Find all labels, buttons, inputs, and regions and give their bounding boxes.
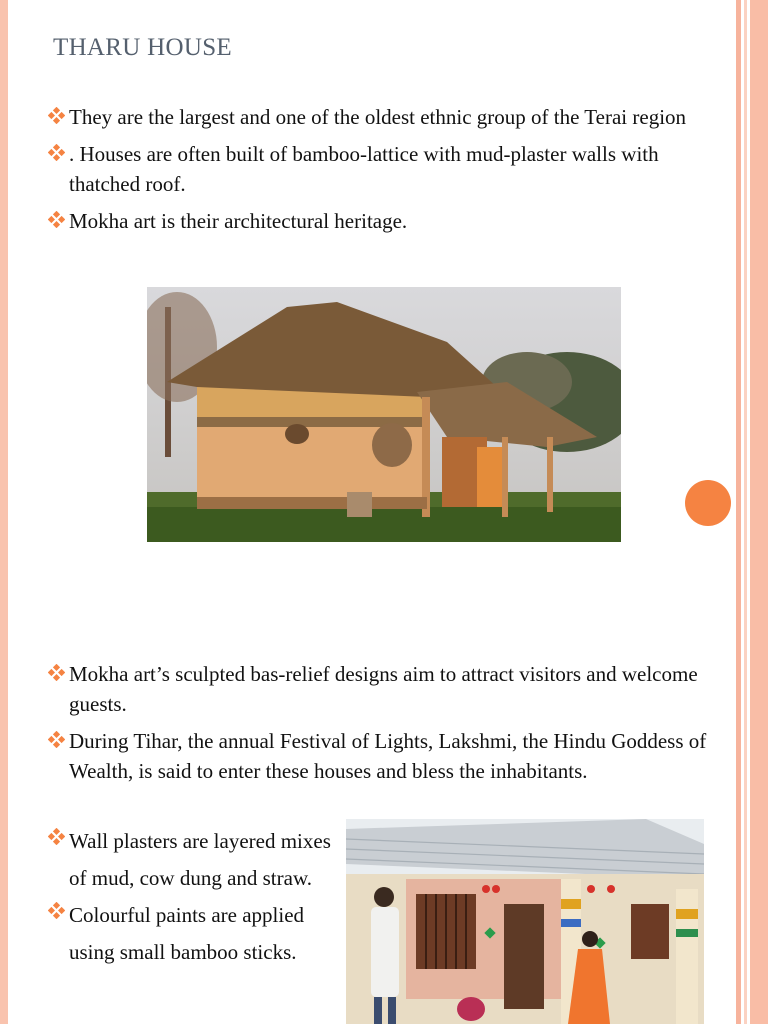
- bullet-item: [48, 726, 708, 786]
- slide-right-stripe: [736, 0, 741, 1024]
- bullet-text: During Tihar, the annual Festival of Lights, Lakshmi, the Hindu Goddess of Wealth, is said to enter these houses and bless the inhabitants.: [69, 729, 707, 783]
- diamond-bullet-icon: [48, 664, 65, 681]
- bullet-text: Mokha art is their architectural heritage.: [69, 209, 408, 233]
- tharu-house-photo: [147, 287, 621, 542]
- slide-title: THARU HOUSE: [53, 34, 232, 61]
- bullet-item: [48, 897, 338, 971]
- bullet-item: [48, 102, 708, 132]
- diamond-bullet-icon: [48, 211, 65, 228]
- diamond-bullet-icon: [48, 144, 65, 161]
- diamond-bullet-icon: [48, 828, 65, 845]
- painted-house-photo: [346, 819, 704, 1024]
- diamond-bullet-icon: [48, 107, 65, 124]
- bullet-item: [48, 823, 338, 897]
- bullet-list-intro: [48, 102, 708, 243]
- bullet-text: . Houses are often built of bamboo-lattice with mud-plaster walls with thatched roof.: [69, 142, 659, 196]
- bullet-list-mokha: [48, 659, 708, 793]
- bullet-item: [48, 206, 708, 236]
- bullet-text: Wall plasters are layered mixes of mud, cow dung and straw.: [69, 829, 331, 890]
- decorative-circle: [685, 480, 731, 526]
- bullet-text: Colourful paints are applied using small bamboo sticks.: [69, 903, 305, 964]
- slide-right-stripe: [750, 0, 768, 1024]
- slide-right-stripe: [744, 0, 747, 1024]
- bullet-item: [48, 659, 708, 719]
- diamond-bullet-icon: [48, 902, 65, 919]
- slide-left-border: [0, 0, 8, 1024]
- bullet-item: [48, 139, 708, 199]
- bullet-list-plaster: [48, 823, 338, 971]
- diamond-bullet-icon: [48, 731, 65, 748]
- bullet-text: They are the largest and one of the oldest ethnic group of the Terai region: [69, 105, 687, 129]
- bullet-text: Mokha art’s sculpted bas-relief designs aim to attract visitors and welcome guests.: [69, 662, 698, 716]
